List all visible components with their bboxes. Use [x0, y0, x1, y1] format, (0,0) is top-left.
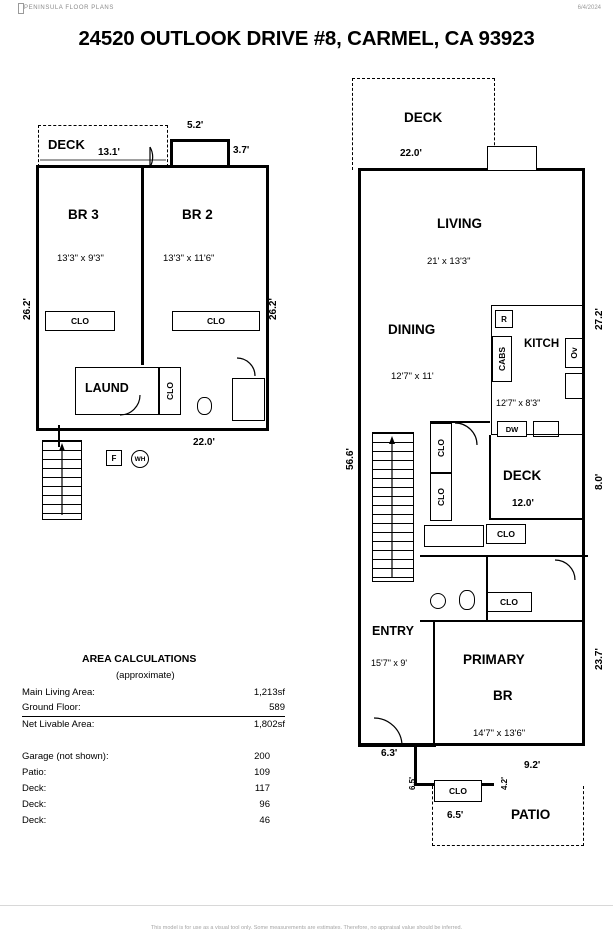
area-calculations-title: AREA CALCULATIONS [82, 653, 197, 665]
left-dim-5-2: 5.2' [187, 120, 204, 131]
lower-bath-wall [420, 620, 585, 622]
toilet-icon-left [197, 397, 212, 415]
left-notch-wall-h [170, 139, 230, 142]
right-dim-23-7: 23.7' [594, 648, 605, 670]
room-dim-living: 21' x 13'3" [427, 256, 471, 267]
closet-hall-2 [430, 473, 452, 521]
bath-wall-bottom [420, 555, 588, 557]
left-stairs [42, 440, 82, 520]
brand-label: PENINSULA FLOOR PLANS [24, 5, 114, 11]
right-dim-6-5b: 6.5' [447, 810, 464, 821]
room-dim-dining: 12'7" x 11' [391, 371, 434, 382]
room-dim-primary: 14'7" x 13'6" [473, 728, 526, 739]
area-divider [22, 716, 285, 717]
closet-hall-2-label: CLO [436, 488, 446, 506]
room-label-kitchen: KITCH [524, 338, 560, 350]
area-extra-label-0: Garage (not shown): [22, 751, 109, 762]
room-label-br3: BR 3 [68, 207, 99, 222]
entry-primary-wall [433, 620, 435, 746]
footer-disclaimer: This model is for use as a visual tool only. Some measurements are estimates. Therefore, no appraisal value should be inferred. [150, 925, 463, 931]
dishwasher-icon: DW [497, 421, 527, 437]
room-dim-br3: 13'3" x 9'3" [57, 253, 104, 264]
closet-laundry-label: CLO [165, 382, 175, 400]
patio-label: PATIO [511, 807, 551, 822]
room-label-primary-br: BR [493, 688, 513, 703]
room-label-br2: BR 2 [182, 207, 213, 222]
room-label-laundry: LAUND [85, 381, 129, 395]
room-dim-kitchen: 12'7" x 8'3" [496, 398, 541, 408]
cooktop-icon [565, 373, 583, 399]
room-label-dining: DINING [388, 322, 436, 337]
right-dim-8-0: 8.0' [594, 473, 605, 490]
area-row-label-2: Net Livable Area: [22, 719, 95, 730]
right-dim-56-6: 56.6' [345, 448, 356, 470]
area-calculations-subtitle: (approximate) [116, 670, 175, 681]
left-deck-dim: 13.1' [98, 147, 120, 158]
closet-hall-1 [430, 423, 452, 473]
area-extra-label-1: Patio: [22, 767, 47, 778]
left-deck-label: DECK [48, 137, 85, 152]
oven-icon [565, 338, 583, 368]
sink-icon [533, 421, 559, 437]
tub-icon-left [232, 378, 265, 421]
area-row-label-1: Ground Floor: [22, 702, 81, 713]
sink-icon-lower [430, 593, 446, 609]
deck-bottom-wall [489, 518, 585, 520]
hall-wall-top [430, 421, 490, 423]
area-row-value-0: 1,213sf [253, 687, 285, 698]
right-dim-9-2: 9.2' [524, 760, 541, 771]
left-notch-wall-v-right [227, 139, 230, 167]
room-label-living: LIVING [437, 216, 483, 231]
area-extra-value-4: 46 [259, 815, 270, 826]
oven-label: Ov [569, 347, 579, 359]
right-deck-label: DECK [503, 468, 542, 483]
area-extra-value-2: 117 [254, 783, 270, 794]
right-deck-top-label: DECK [404, 110, 443, 125]
area-row-label-0: Main Living Area: [22, 687, 95, 698]
left-dim-26-2-left: 26.2' [22, 298, 33, 320]
bottom-notch-wall-h [358, 744, 436, 747]
closet-bottom: CLO [434, 780, 482, 802]
right-dim-27-2: 27.2' [594, 308, 605, 330]
area-extra-label-4: Deck: [22, 815, 47, 826]
closet-primary-1: CLO [486, 592, 532, 612]
right-dim-6-5a: 6.5' [408, 776, 417, 790]
furnace-icon: F [106, 450, 122, 466]
header-date: 6/4/2024 [577, 5, 601, 11]
closet-br3: CLO [45, 311, 115, 331]
slider-door-top [487, 146, 537, 170]
tub-icon-right [424, 525, 484, 547]
left-interior-wall-br [141, 165, 144, 365]
area-extra-label-2: Deck: [22, 783, 47, 794]
right-deck-top-dim: 22.0' [400, 148, 422, 159]
left-dim-3-7: 3.7' [233, 145, 250, 156]
closet-br2: CLO [172, 311, 260, 331]
room-dim-entry: 15'7" x 9' [371, 658, 408, 668]
footer-divider [0, 905, 613, 906]
area-extra-value-1: 109 [254, 767, 270, 778]
area-row-value-1: 589 [269, 702, 285, 713]
area-extra-value-3: 96 [259, 799, 270, 810]
room-label-entry: ENTRY [372, 624, 414, 638]
lower-bath-wall-v [486, 557, 488, 621]
area-extra-value-0: 200 [254, 751, 270, 762]
right-dim-6-3: 6.3' [381, 748, 398, 759]
toilet-icon-right [459, 590, 475, 610]
room-label-primary: PRIMARY [463, 652, 525, 667]
left-dim-22: 22.0' [193, 437, 215, 448]
deck-divider-wall [489, 435, 491, 520]
area-row-value-2: 1,802sf [253, 719, 285, 730]
right-stairs [372, 432, 414, 582]
left-dim-26-2-right: 26.2' [268, 298, 279, 320]
room-dim-br2: 13'3" x 11'6" [163, 253, 215, 264]
refrigerator-icon: R [495, 310, 513, 328]
kitchen-cabs-label: CABS [497, 346, 507, 372]
closet-hall-1-label: CLO [436, 439, 446, 457]
right-deck-dim: 12.0' [512, 498, 534, 509]
left-notch-wall-v-left [170, 139, 173, 167]
page-title: 24520 OUTLOOK DRIVE #8, CARMEL, CA 93923 [78, 27, 535, 50]
closet-bath: CLO [486, 524, 526, 544]
water-heater-icon: WH [131, 450, 149, 468]
right-dim-4-2: 4.2' [500, 776, 509, 790]
area-extra-label-3: Deck: [22, 799, 47, 810]
kitchen-cabs [492, 336, 512, 382]
left-stair-wall [58, 425, 60, 447]
closet-laundry [159, 367, 181, 415]
